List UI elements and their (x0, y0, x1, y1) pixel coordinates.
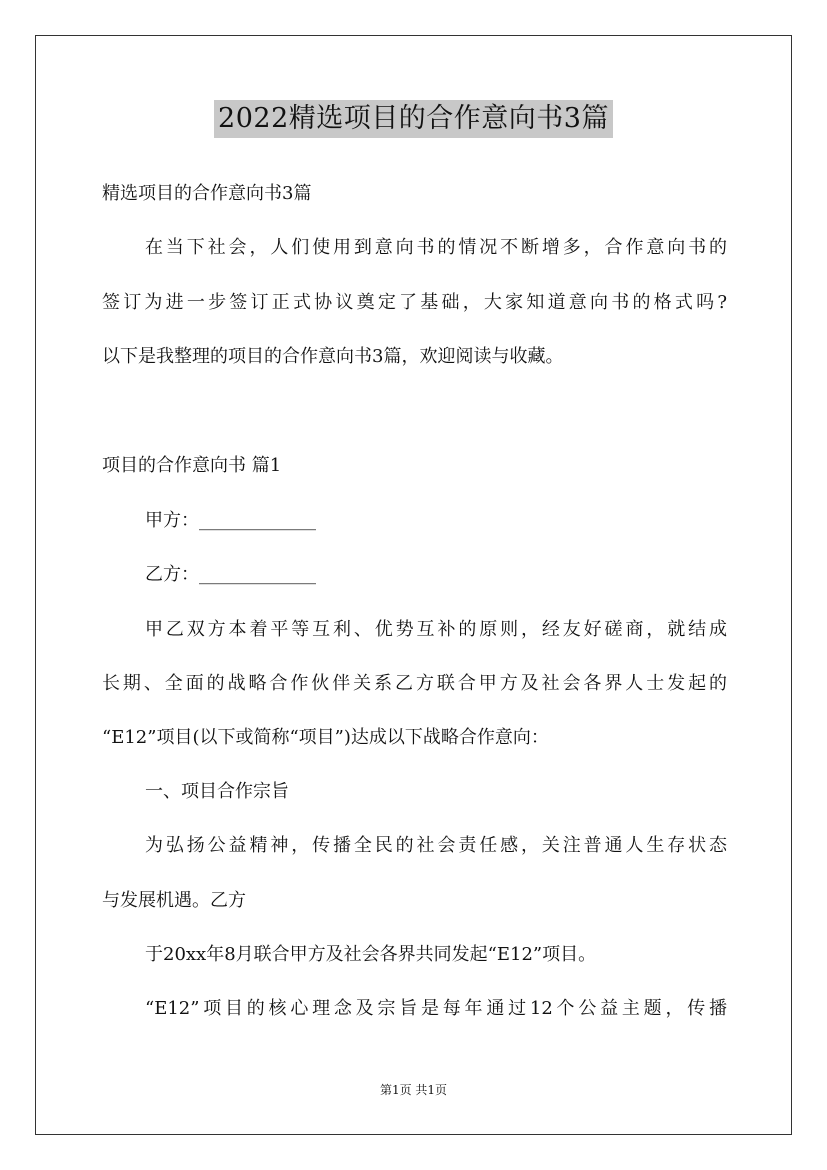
party-b-line: 乙方：_____________ (145, 564, 316, 585)
title-container (0, 100, 827, 138)
body-line-6: 于20xx年8月联合甲方及社会各界共同发起“E12”项目。 (145, 944, 597, 965)
body-line-4: 为弘扬公益精神，传播全民的社会责任感，关注普通人生存状态 (145, 835, 727, 856)
body-line-2: 长期、全面的战略合作伙伴关系乙方联合甲方及社会各界人士发起的 (102, 673, 727, 694)
intro-line-1: 在当下社会，人们使用到意向书的情况不断增多，合作意向书的 (145, 237, 727, 258)
body-line-3: “E12”项目(以下或简称“项目”)达成以下战略合作意向： (102, 727, 549, 748)
document-title: 2022精选项目的合作意向书3篇 (214, 100, 613, 138)
body-line-1: 甲乙双方本着平等互利、优势互补的原则，经友好磋商，就结成 (145, 619, 727, 640)
subtitle-line: 精选项目的合作意向书3篇 (102, 183, 312, 204)
section-heading: 项目的合作意向书 篇1 (102, 455, 282, 476)
party-a-line: 甲方：_____________ (145, 510, 316, 531)
page-footer: 第1页 共1页 (379, 1083, 448, 1097)
clause-heading: 一、项目合作宗旨 (145, 781, 289, 802)
intro-line-3: 以下是我整理的项目的合作意向书3篇，欢迎阅读与收藏。 (102, 346, 564, 367)
intro-line-2: 签订为进一步签订正式协议奠定了基础，大家知道意向书的格式吗? (102, 292, 727, 313)
body-line-5: 与发展机遇。乙方 (102, 890, 246, 911)
body-line-7: “E12”项目的核心理念及宗旨是每年通过12个公益主题，传播 (145, 998, 727, 1019)
